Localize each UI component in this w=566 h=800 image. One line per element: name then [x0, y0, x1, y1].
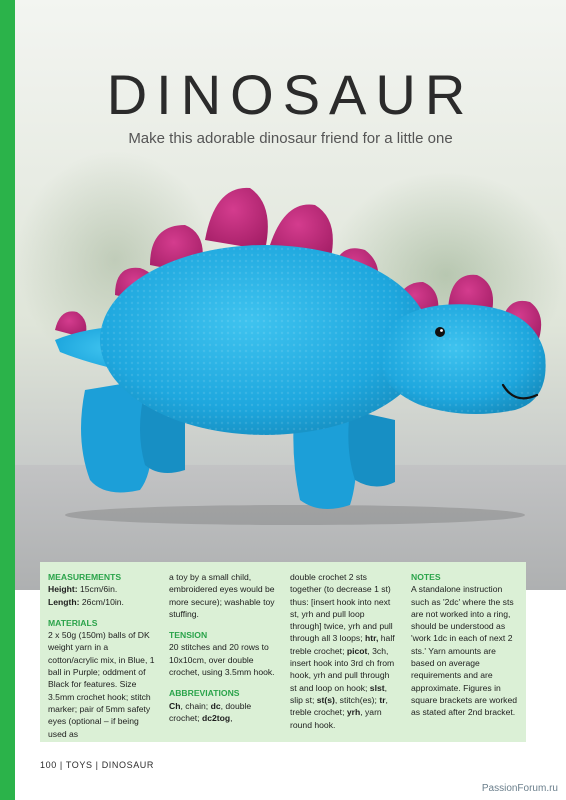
pattern-info-box [40, 562, 526, 742]
info-column-3 [290, 571, 397, 736]
page-footer: 100 | TOYS | DINOSAUR [40, 760, 155, 770]
tension-text: 20 stitches and 20 rows to 10x10cm, over double crochet, using 3.5mm hook. [169, 642, 275, 678]
materials-heading: MATERIALS [48, 617, 98, 628]
front-leg-right [348, 410, 395, 487]
info-column-1 [48, 571, 155, 739]
length-line: Length: 26cm/10in. [48, 596, 124, 607]
abbreviations-text: Ch, chain; dc, double crochet; dc2tog, [169, 700, 252, 723]
measurements-heading: MEASUREMENTS [48, 572, 122, 582]
plate-3 [205, 188, 268, 250]
abbreviations-continued: double crochet 2 sts together (to decrease 1 st) thus: [insert hook into next st, yrh and pull loop through] twice, yrh and pull through all 3 loops; htr, half treble crochet; picot, 3ch, insert hook into 3rd ch from hook, yrh and pull through st and loop on hook; slst, slip st; st(s), stitch(es); tr, treble crochet; yrh, yarn round hook. [290, 572, 395, 730]
crochet-dinosaur-illustration [45, 180, 550, 525]
materials-text: 2 x 50g (150m) balls of DK weight yarn in a cotton/acrylic mix, in Blue, 1 ball in Purple; oddment of Black for features. Size 3.5mm crochet hook; stitch marker; pair of 5mm safety eyes (optional – if being used as [48, 630, 155, 739]
notes-heading: NOTES [411, 572, 441, 582]
tension-heading: TENSION [169, 630, 208, 641]
abbreviations-heading: ABBREVIATIONS [169, 688, 240, 699]
green-edge-bar [0, 0, 15, 800]
footer-pattern-name: DINOSAUR [101, 760, 155, 770]
info-column-2 [169, 571, 276, 736]
height-line: Height: 15cm/6in. [48, 584, 118, 595]
page-number: 100 [40, 760, 57, 770]
watermark-text: PassionForum.ru [481, 783, 558, 794]
footer-section: TOYS [65, 760, 93, 770]
dino-shadow [65, 505, 525, 525]
materials-continued: a toy by a small child, embroidered eyes would be more secure); washable toy stuffing. [169, 572, 275, 619]
notes-text: A standalone instruction such as '2dc' where the sts are not worked into a ring, should be understood as 'work 1dc in each of next 2 sts.' Yarn amounts are based on average requirements and are approximate. Figures in square brackets are worked as stated after 2nd bracket. [411, 584, 518, 718]
info-column-4 [411, 571, 518, 736]
page-title: DINOSAUR [106, 63, 475, 126]
page-subtitle: Make this adorable dinosaur friend for a little one [128, 130, 453, 147]
dino-eye [435, 327, 445, 337]
